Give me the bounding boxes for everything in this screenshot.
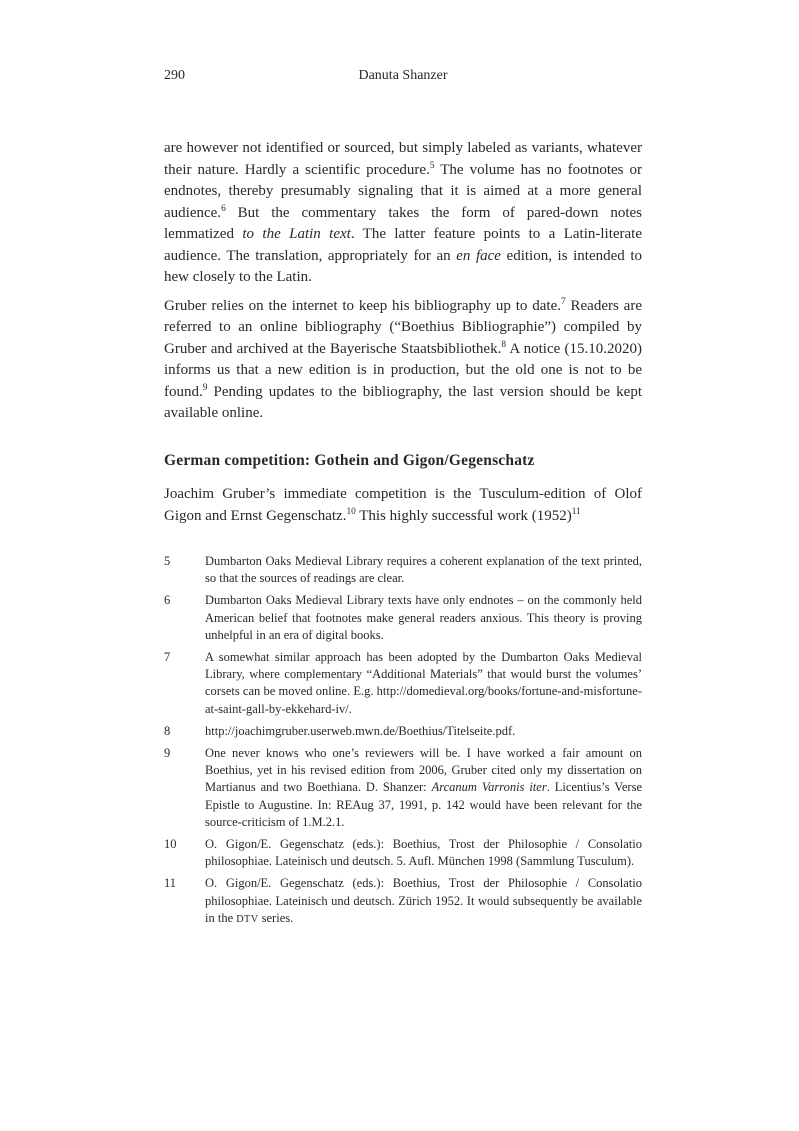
italic-phrase: en face [456,247,501,264]
footnote-text: O. Gigon/E. Gegenschatz (eds.): Boethius, Trost der Philosophie / Consolatio philosophiae. Lateinisch und deutsch. 5. Aufl. München 1998 (Sammlung Tusculum). [205,837,642,869]
text-run: Joachim Gruber’s immediate competition is the Tusculum-edition of Olof Gigon and Ernst Gegenschatz. [164,486,642,524]
text-run: But the commentary takes the form of pared-down notes lemmatized [164,204,642,242]
footnote-text: series. [258,910,294,925]
footnote-text: . Licentius’s Verse Epistle to Augustine. In: REAug 37, 1991, p. 142 would have been relevant for the source-criticism of 1.M.2.1. [205,780,642,829]
text-run: Readers are referred to an online bibliography (“Boethius Bibliographie”) compiled by Gruber and archived at the Bayerische Staatsbibliothek. [164,297,642,357]
footnote-9 [164,745,642,831]
text-run: are however not identified or sourced, but simply labeled as variants, whatever their nature. Hardly a scientific procedure. [164,140,642,178]
small-caps-abbreviation: DTV [236,913,259,925]
footnote-ref-6: 6 [221,203,226,214]
footnote-5 [164,553,642,587]
paragraph-2 [164,296,642,425]
footnote-number: 5 [164,554,171,568]
italic-phrase: to the Latin text [242,226,351,242]
footnote-11 [164,875,642,928]
footnotes-section [164,553,642,928]
main-text [164,138,642,527]
footnote-ref-5: 5 [429,160,435,171]
footnote-number: 10 [164,837,177,852]
footnote-text: A somewhat similar approach has been adopted by the Dumbarton Oaks Medieval Library, where complementary “Additional Materials” that would burst the volumes’ corsets can be moved online. E.g. http://domedieval.org/books/fortune-and-misfortune-at-saint-gall-by-ekkehard-iv/. [205,650,642,716]
footnote-ref-11: 11 [571,506,581,517]
page-content [164,68,642,933]
section-heading: German competition: Gothein and Gigon/Gegenschatz [164,451,535,469]
paragraph-3 [164,484,642,527]
text-run: Gruber relies on the internet to keep his bibliography up to date. [164,297,562,314]
footnote-text: O. Gigon/E. Gegenschatz (eds.): Boethius, Trost der Philosophie / Consolatio philosophiae. Lateinisch und deutsch. Zürich 1952. It would subsequently be available in the [205,876,642,925]
running-title: Danuta Shanzer [358,68,448,83]
footnote-text: http://joachimgruber.userweb.mwn.de/Boethius/Titelseite.pdf. [205,723,516,738]
footnote-10 [164,836,642,870]
text-run: The volume has no footnotes or endnotes, thereby presumably signaling that it is aimed at a more general audience. [164,161,643,221]
italic-title: Arcanum Varronis iter [431,780,547,795]
footnote-ref-10: 10 [346,506,356,517]
text-run: This highly successful work (1952) [355,507,572,524]
text-run: . The latter feature points to a Latin-literate audience. The translation, appropriately for an [164,226,643,264]
footnote-8 [164,723,642,740]
footnote-6 [164,592,642,644]
footnote-number: 7 [164,650,171,665]
footnote-7 [164,649,642,718]
footnote-text: One never knows who one’s reviewers will be. I have worked a fair amount on Boethius, yet in his revised edition from 2006, Gruber cited only my dissertation on Martianus and two Boethiana. D. Shanzer: [205,746,642,795]
footnote-number: 9 [164,746,171,761]
footnote-text: Dumbarton Oaks Medieval Library texts have only endnotes – on the commonly held American belief that footnotes make general readers anxious. This theory is proving unhelpful in an era of digital books. [205,593,642,642]
text-run: Pending updates to the bibliography, the last version should be kept available online. [164,383,642,421]
footnote-ref-9: 9 [202,382,208,393]
text-run: edition, is intended to hew closely to the Latin. [164,247,643,285]
footnote-ref-7: 7 [561,296,566,307]
footnote-number: 8 [164,723,171,738]
footnote-number: 11 [164,876,177,891]
footnote-ref-8: 8 [501,339,506,350]
footnote-text: Dumbarton Oaks Medieval Library requires a coherent explanation of the text printed, so that the sources of readings are clear. [205,554,642,586]
footnote-number: 6 [164,593,171,608]
text-run: A notice (15.10.2020) informs us that a new edition is in production, but the old one is not to be found. [164,340,643,400]
paragraph-1 [164,138,642,289]
running-header [164,68,642,84]
page-number: 290 [164,68,185,83]
